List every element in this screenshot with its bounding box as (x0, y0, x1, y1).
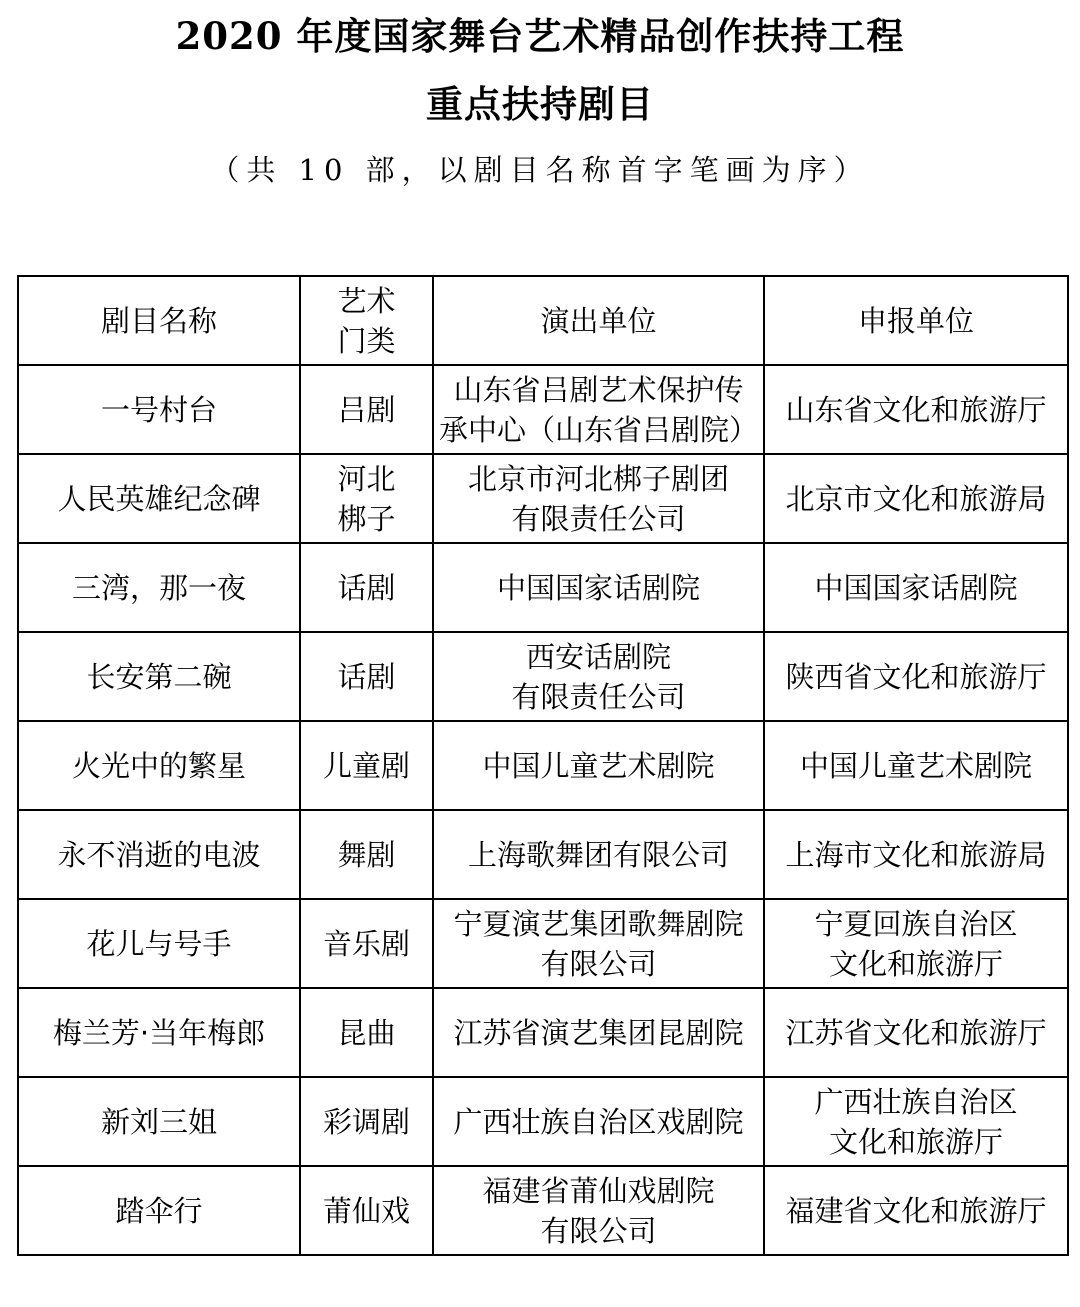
art-category-cell: 彩调剧 (300, 1077, 433, 1166)
table-row (18, 721, 1068, 810)
program-name-cell: 花儿与号手 (18, 899, 300, 988)
table-row (18, 543, 1068, 632)
program-name-cell: 三湾，那一夜 (18, 543, 300, 632)
performing-unit-cell: 广西壮族自治区戏剧院 (433, 1077, 764, 1166)
program-name-cell: 踏伞行 (18, 1166, 300, 1255)
ordering-note: （共 10 部，以剧目名称首字笔画为序） (210, 153, 870, 187)
applying-unit-cell: 福建省文化和旅游厅 (764, 1166, 1068, 1255)
document-title: 2020 年度国家舞台艺术精品创作扶持工程 (175, 14, 905, 58)
art-category-cell: 音乐剧 (300, 899, 433, 988)
performing-unit-cell: 中国国家话剧院 (433, 543, 764, 632)
table-header-row (18, 276, 1068, 365)
art-category-cell: 儿童剧 (300, 721, 433, 810)
program-name-cell: 长安第二碗 (18, 632, 300, 721)
program-name-cell: 人民英雄纪念碑 (18, 454, 300, 543)
performing-unit-cell: 福建省莆仙戏剧院 有限公司 (433, 1166, 764, 1255)
header-applying-unit: 申报单位 (764, 276, 1068, 365)
performing-unit-cell: 宁夏演艺集团歌舞剧院 有限公司 (433, 899, 764, 988)
art-category-cell: 吕剧 (300, 365, 433, 454)
program-name-cell: 一号村台 (18, 365, 300, 454)
applying-unit-cell: 宁夏回族自治区 文化和旅游厅 (764, 899, 1068, 988)
art-category-cell: 话剧 (300, 543, 433, 632)
art-category-cell: 舞剧 (300, 810, 433, 899)
performing-unit-cell: 北京市河北梆子剧团 有限责任公司 (433, 454, 764, 543)
program-name-cell: 火光中的繁星 (18, 721, 300, 810)
art-category-cell: 话剧 (300, 632, 433, 721)
applying-unit-cell: 江苏省文化和旅游厅 (764, 988, 1068, 1077)
table-row (18, 1077, 1068, 1166)
table-row (18, 810, 1068, 899)
programs-table (17, 275, 1069, 1256)
program-name-cell: 永不消逝的电波 (18, 810, 300, 899)
table-row (18, 899, 1068, 988)
applying-unit-cell: 陕西省文化和旅游厅 (764, 632, 1068, 721)
art-category-cell: 莆仙戏 (300, 1166, 433, 1255)
applying-unit-cell: 山东省文化和旅游厅 (764, 365, 1068, 454)
header-art-category: 艺术 门类 (300, 276, 433, 365)
applying-unit-cell: 中国儿童艺术剧院 (764, 721, 1068, 810)
table-row (18, 1166, 1068, 1255)
header-program-name: 剧目名称 (18, 276, 300, 365)
applying-unit-cell: 中国国家话剧院 (764, 543, 1068, 632)
performing-unit-cell: 中国儿童艺术剧院 (433, 721, 764, 810)
table-row (18, 365, 1068, 454)
performing-unit-cell: 江苏省演艺集团昆剧院 (433, 988, 764, 1077)
applying-unit-cell: 广西壮族自治区 文化和旅游厅 (764, 1077, 1068, 1166)
performing-unit-cell: 上海歌舞团有限公司 (433, 810, 764, 899)
table-row (18, 988, 1068, 1077)
header-performing-unit: 演出单位 (433, 276, 764, 365)
program-name-cell: 梅兰芳·当年梅郎 (18, 988, 300, 1077)
table-row (18, 632, 1068, 721)
art-category-cell: 昆曲 (300, 988, 433, 1077)
program-name-cell: 新刘三姐 (18, 1077, 300, 1166)
art-category-cell: 河北 梆子 (300, 454, 433, 543)
performing-unit-cell: 西安话剧院 有限责任公司 (433, 632, 764, 721)
performing-unit-cell: 山东省吕剧艺术保护传 承中心（山东省吕剧院） (433, 365, 764, 454)
table-row (18, 454, 1068, 543)
document-subtitle-heading: 重点扶持剧目 (426, 82, 654, 126)
applying-unit-cell: 上海市文化和旅游局 (764, 810, 1068, 899)
applying-unit-cell: 北京市文化和旅游局 (764, 454, 1068, 543)
